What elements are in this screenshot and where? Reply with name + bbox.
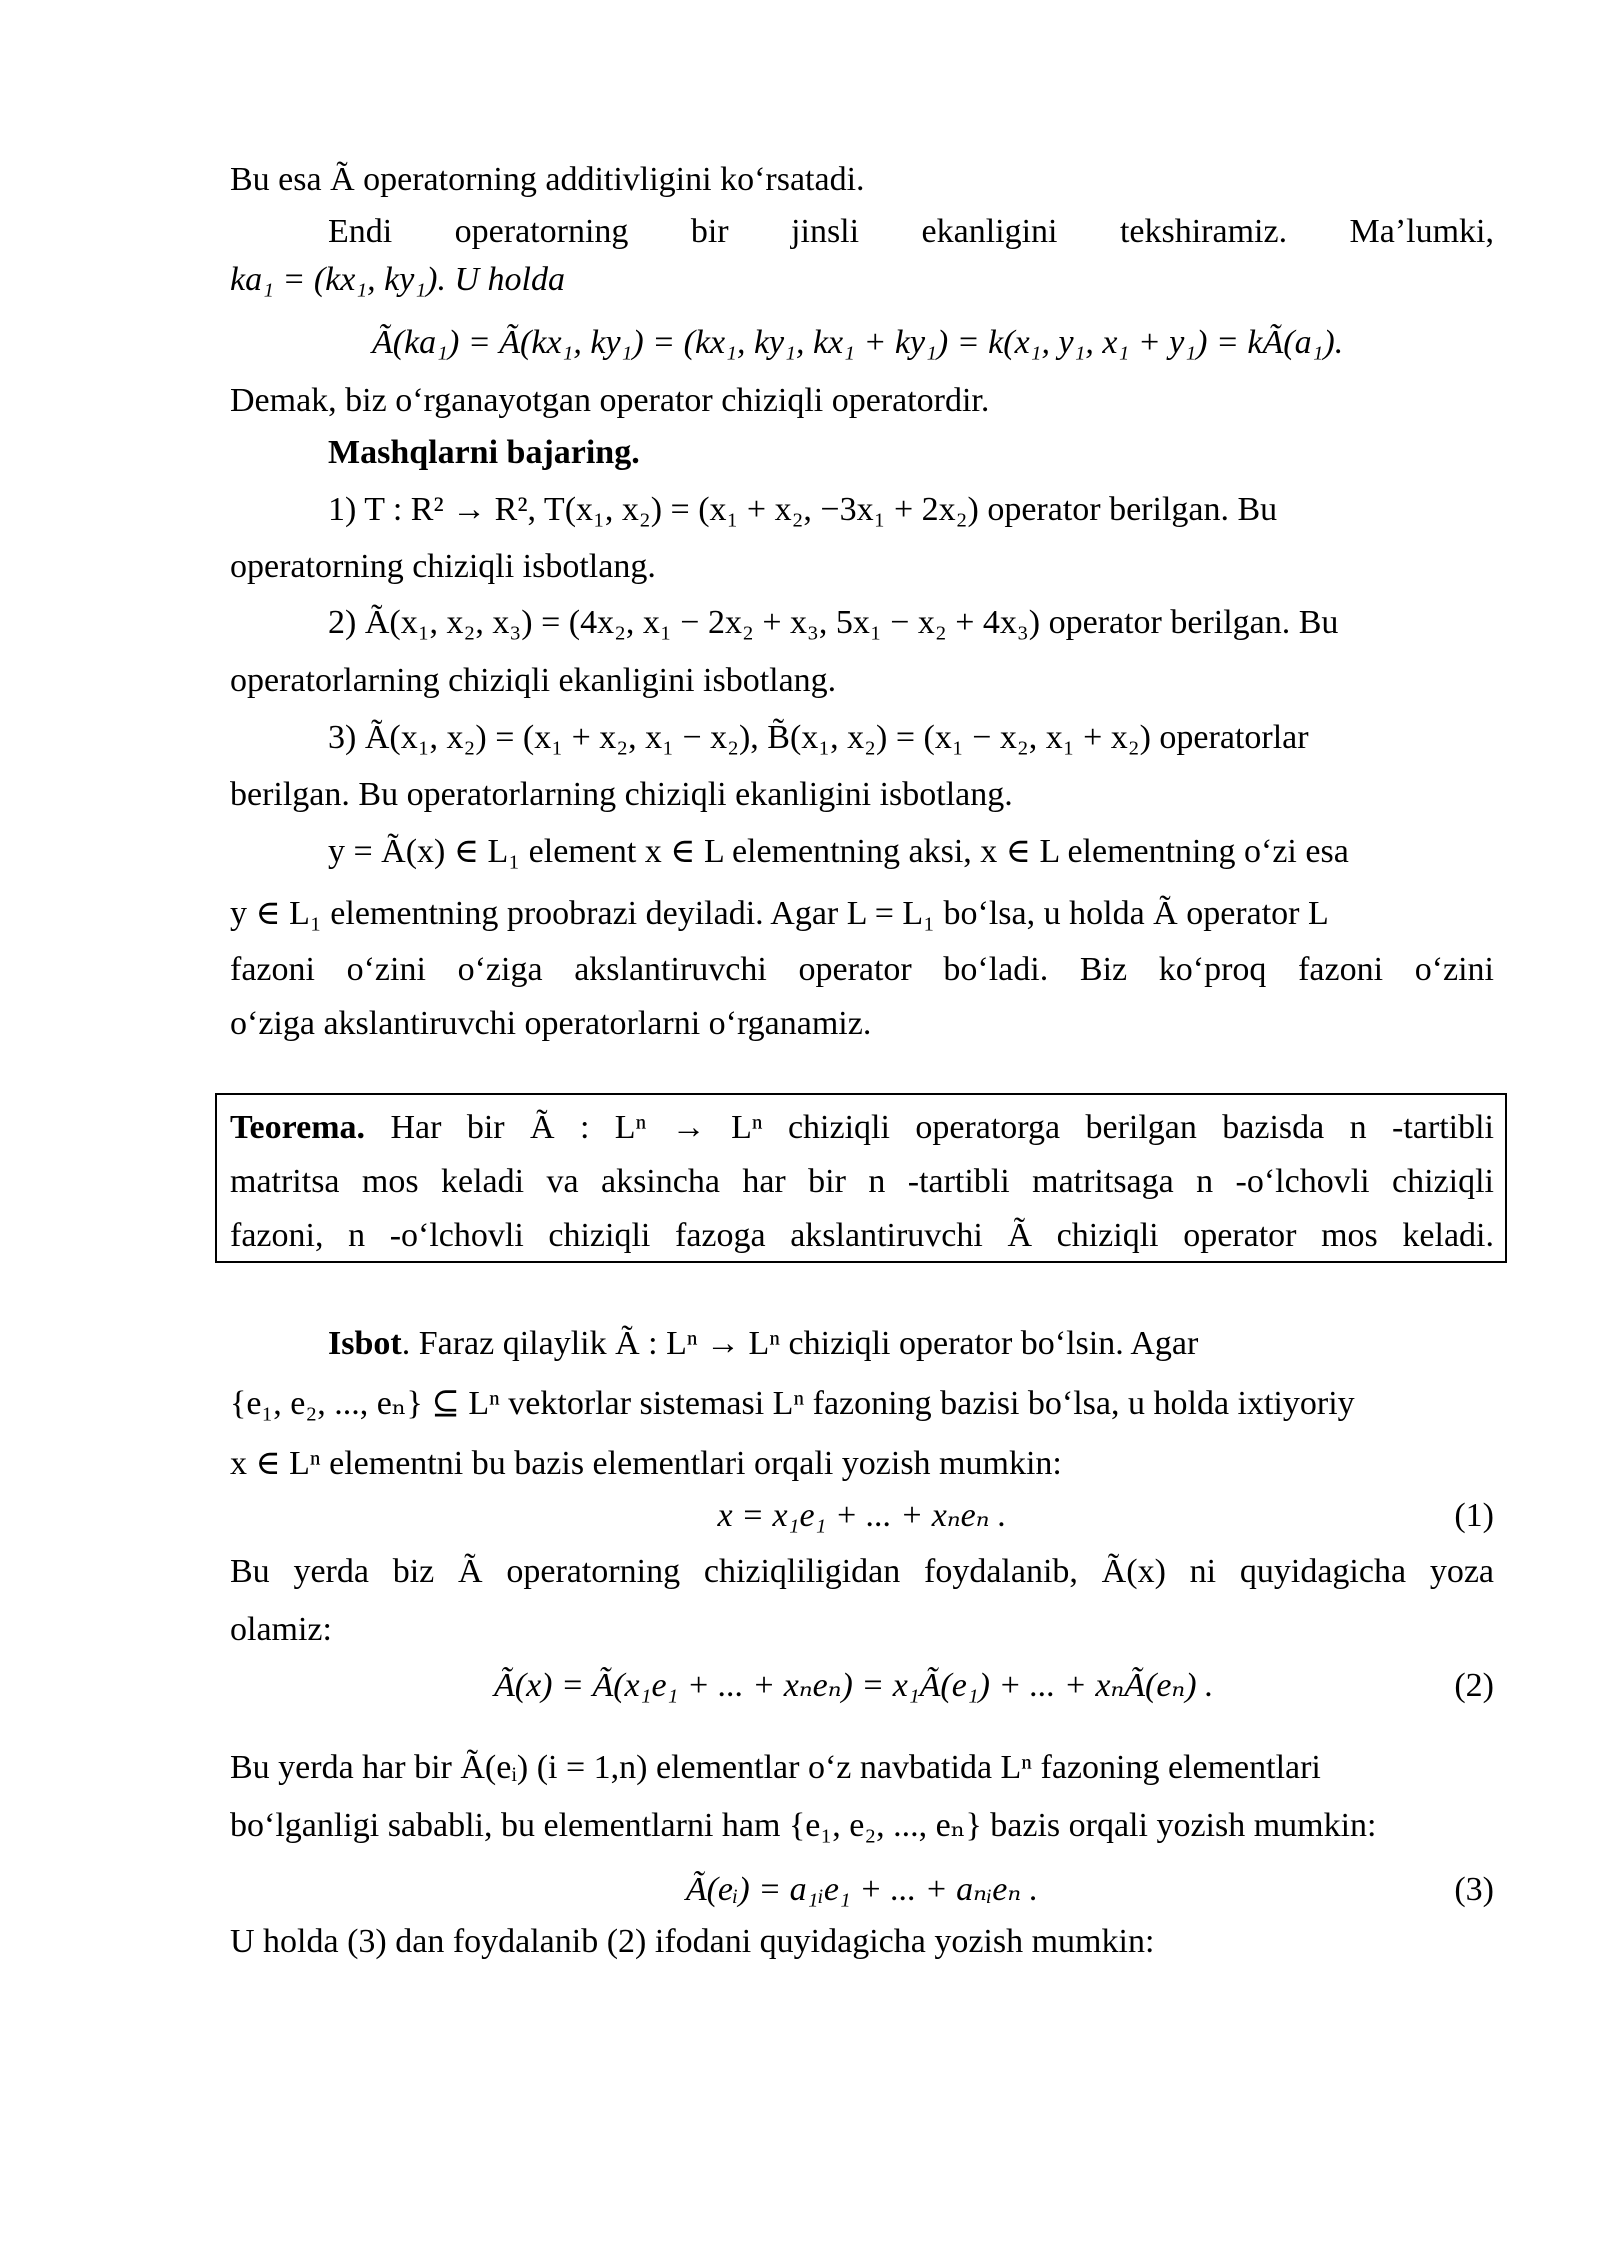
theorem-text: Har bir Ã : Lⁿ → Lⁿ chiziqli operatorga berilgan bazisda n -tartibli: [365, 1109, 1494, 1146]
theorem-line: [230, 1106, 1494, 1150]
equation-2: Ã(x) = Ã(x₁e₁ + ... + xₙeₙ) = x₁Ã(e₁) + ... + xₙÃ(eₙ) .: [494, 1667, 1214, 1704]
text-line: olamiz:: [230, 1611, 332, 1648]
text-line: fazoni o‘zini o‘ziga akslantiruvchi operator bo‘ladi. Biz ko‘proq fazoni o‘zini: [230, 951, 1494, 988]
text-line: o‘ziga akslantiruvchi operatorlarni o‘rganamiz.: [230, 1005, 872, 1042]
equation-number: (1): [1454, 1497, 1494, 1534]
text-line: bo‘lganligi sababli, bu elementlarni ham {e₁, e₂, ..., eₙ} bazis orqali yozish mumkin:: [230, 1807, 1377, 1844]
exercise-1: 1) T : R² → R², T(x₁, x₂) = (x₁ + x₂, −3x₁ + 2x₂) operator berilgan. Bu: [328, 491, 1278, 528]
proof-text: . Faraz qilaylik Ã : Lⁿ → Lⁿ chiziqli operator bo‘lsin. Agar: [401, 1325, 1199, 1362]
exercise-3: 3) Ã(x₁, x₂) = (x₁ + x₂, x₁ − x₂), B̃(x₁, x₂) = (x₁ − x₂, x₁ + x₂) operatorlar: [328, 719, 1309, 756]
text-line: x ∈ Lⁿ elementni bu bazis elementlari orqali yozish mumkin:: [230, 1445, 1062, 1482]
equation-3: Ã(eᵢ) = a₁ᵢe₁ + ... + aₙᵢeₙ .: [685, 1871, 1039, 1908]
text-line: Endi operatorning bir jinsli ekanligini tekshiramiz. Ma’lumki,: [328, 213, 1494, 250]
theorem-line: fazoni, n -o‘lchovli chiziqli fazoga akslantiruvchi Ã chiziqli operator mos keladi.: [230, 1217, 1494, 1254]
theorem-label: Teorema.: [230, 1109, 366, 1146]
text-line: Demak, biz o‘rganayotgan operator chiziqli operatordir.: [230, 382, 990, 419]
text-line: {e₁, e₂, ..., eₙ} ⊆ Lⁿ vektorlar sistemasi Lⁿ fazoning bazisi bo‘lsa, u holda ixtiyoriy: [230, 1385, 1355, 1422]
text-line: y = Ã(x) ∈ L₁ element x ∈ L elementning aksi, x ∈ L elementning o‘zi esa: [328, 833, 1349, 870]
formula-line: ka₁ = (kx₁, ky₁). U holda: [230, 261, 566, 298]
text-line: Bu esa Ã operatorning additivligini ko‘rsatadi.: [230, 161, 865, 198]
theorem-line: matritsa mos keladi va aksincha har bir n -tartibli matritsaga n -o‘lchovli chiziqli: [230, 1163, 1494, 1200]
text-line: operatorlarning chiziqli ekanligini isbotlang.: [230, 662, 837, 699]
equation-number: (3): [1454, 1871, 1494, 1908]
formula-line: Ã(ka₁) = Ã(kx₁, ky₁) = (kx₁, ky₁, kx₁ + ky₁) = k(x₁, y₁, x₁ + y₁) = kÃ(a₁).: [372, 324, 1344, 361]
proof-line: [328, 1322, 1494, 1366]
text-line: Bu yerda biz Ã operatorning chiziqliligidan foydalanib, Ã(x) ni quyidagicha yoza: [230, 1553, 1494, 1590]
text-line: U holda (3) dan foydalanib (2) ifodani quyidagicha yozish mumkin:: [230, 1923, 1155, 1960]
exercise-2: 2) Ã(x₁, x₂, x₃) = (4x₂, x₁ − 2x₂ + x₃, 5x₁ − x₂ + 4x₃) operator berilgan. Bu: [328, 604, 1339, 641]
section-heading: Mashqlarni bajaring.: [328, 434, 640, 471]
equation-number: (2): [1454, 1667, 1494, 1704]
proof-label: Isbot: [328, 1325, 402, 1362]
text-line: operatorning chiziqli isbotlang.: [230, 548, 656, 585]
text-line: Bu yerda har bir Ã(eᵢ) (i = 1,n) elementlar o‘z navbatida Lⁿ fazoning elementlari: [230, 1749, 1321, 1786]
text-line: y ∈ L₁ elementning proobrazi deyiladi. Agar L = L₁ bo‘lsa, u holda Ã operator L: [230, 895, 1329, 932]
text-line: berilgan. Bu operatorlarning chiziqli ekanligini isbotlang.: [230, 776, 1013, 813]
equation-1: x = x₁e₁ + ... + xₙeₙ .: [717, 1497, 1007, 1534]
